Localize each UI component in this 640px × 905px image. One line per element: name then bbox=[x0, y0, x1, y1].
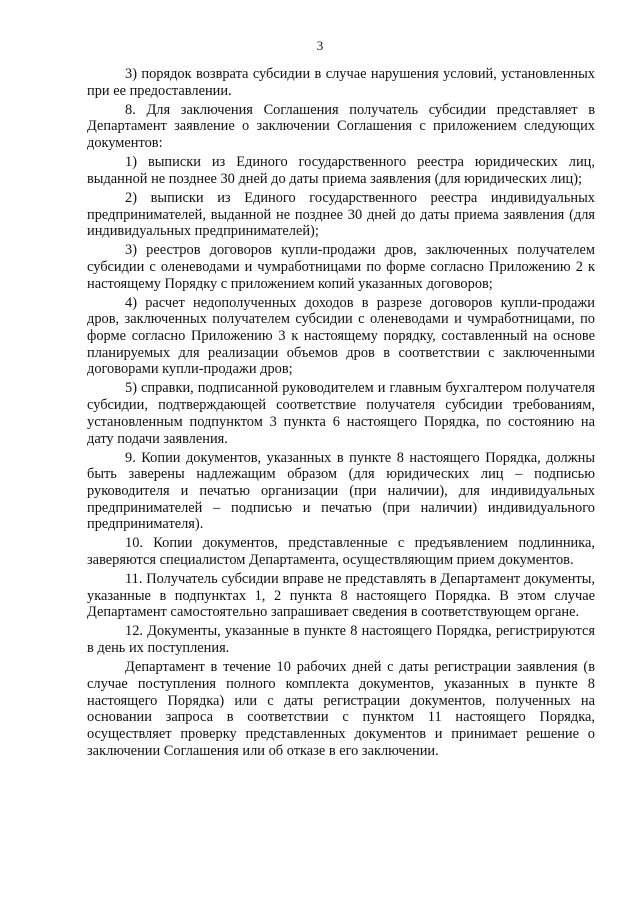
paragraph-clause-8-item-2: 2) выписки из Единого государственного реестра индивидуальных предпринимателей, выданной не позднее 30 дней до даты приема заявления (для индивидуальных предпринимателей); bbox=[87, 189, 595, 240]
paragraph-clause-8-item-1: 1) выписки из Единого государственного реестра юридических лиц, выданной не позднее 30 дней до даты приема заявления (для юридических лиц); bbox=[87, 154, 595, 187]
paragraph-clause-8-item-5: 5) справки, подписанной руководителем и главным бухгалтером получателя субсидии, подтверждающей соответствие получателя субсидии требованиям, установленным подпунктом 3 пункта 6 настоящего Порядка, по состоянию на дату подачи заявления. bbox=[87, 380, 595, 447]
paragraph-clause-8-item-4: 4) расчет недополученных доходов в разрезе договоров купли-продажи дров, заключенных получателем субсидии с оленеводами и чумработницами, по форме согласно Приложению 3 к настоящему порядку, составленный на основе планируемых для реализации объемов дров в соответствии с заключенными договорами купли-продажи дров; bbox=[87, 294, 595, 378]
paragraph-department-review: Департамент в течение 10 рабочих дней с даты регистрации заявления (в случае поступления полного комплекта документов, указанных в пункте 8 настоящего Порядка) или с даты регистрации документов, полученных на основании запроса в соответствии с пунктом 11 настоящего Порядка, осуществляет проверку представленных документов и принимает решение о заключении Соглашения или об отказе в его заключении. bbox=[87, 659, 595, 759]
document-body bbox=[87, 66, 595, 762]
paragraph-clause-10: 10. Копии документов, представленные с предъявлением подлинника, заверяются специалистом Департамента, осуществляющим прием документов. bbox=[87, 535, 595, 569]
paragraph-clause-11: 11. Получатель субсидии вправе не представлять в Департамент документы, указанные в подпунктах 1, 2 пункта 8 настоящего Порядка. В этом случае Департамент самостоятельно запрашивает сведения в соответствующем органе. bbox=[87, 571, 595, 621]
paragraph-clause-3-refund: 3) порядок возврата субсидии в случае нарушения условий, установленных при ее предоставлении. bbox=[87, 66, 595, 99]
paragraph-clause-9: 9. Копии документов, указанных в пункте 8 настоящего Порядка, должны быть заверены надлежащим образом (для юридических лиц – подписью руководителя и печатью организации (при наличии), для индивидуальных предпринимателей – подписью и печатью (при наличии) индивидуального предпринимателя). bbox=[87, 449, 595, 533]
page-number: 3 bbox=[316, 38, 324, 53]
paragraph-clause-12: 12. Документы, указанные в пункте 8 настоящего Порядка, регистрируются в день их поступления. bbox=[87, 623, 595, 657]
paragraph-clause-8-item-3: 3) реестров договоров купли-продажи дров, заключенных получателем субсидии с оленеводами и чумработницами по форме согласно Приложению 2 к настоящему Порядку с приложением копий указанных договоров; bbox=[87, 242, 595, 292]
paragraph-clause-8: 8. Для заключения Соглашения получатель субсидии представляет в Департамент заявление о заключении Соглашения с приложением следующих документов: bbox=[87, 101, 595, 152]
